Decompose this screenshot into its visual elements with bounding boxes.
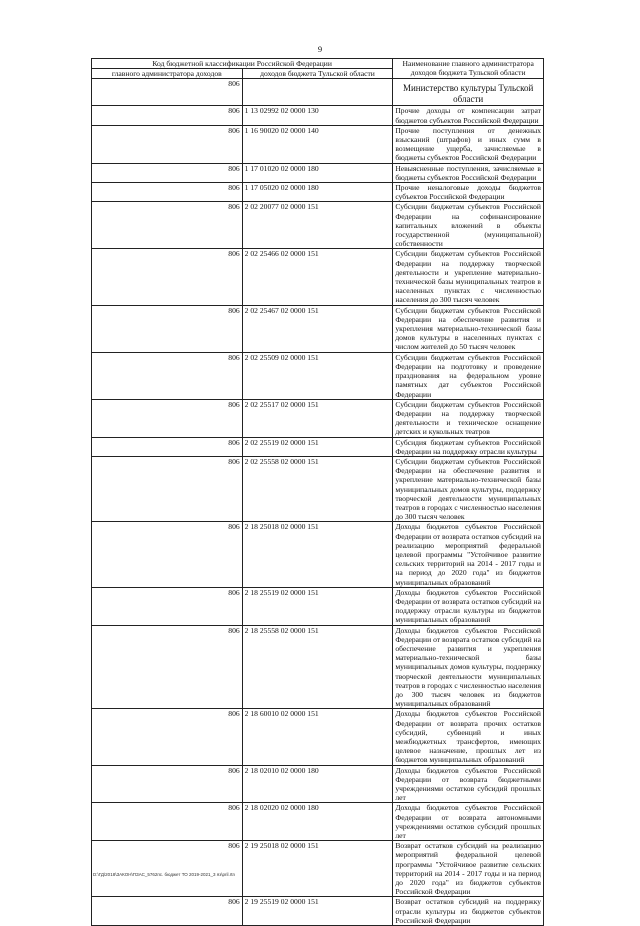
income-name-cell: Субсидии бюджетам субъектов Российской Федерации на подготовку и проведение празднования на федеральном уровне памятных дат субъектов Российской Федерации (393, 352, 544, 399)
income-name-cell: Возврат остатков субсидий на поддержку отрасли культуры из бюджетов субъектов Российской Федерации (393, 897, 544, 926)
income-name-cell: Прочие поступления от денежных взысканий (штрафов) и иных сумм в возмещение ущерба, зачисляемые в бюджеты субъектов Российской Федерации (393, 125, 544, 163)
table-row (92, 399, 544, 437)
income-code-cell: 2 18 25519 02 0000 151 (242, 587, 393, 625)
budget-classification-table (91, 58, 544, 926)
admin-code-cell: 806 (92, 183, 243, 202)
admin-code-cell: 806 (92, 522, 243, 587)
income-code-cell: 1 17 05020 02 0000 180 (242, 183, 393, 202)
income-name-cell: Субсидии бюджетам субъектов Российской Федерации на софинансирование капитальных вложений в объекты государственной (муниципальной) собственности (393, 202, 544, 249)
income-name-cell: Доходы бюджетов субъектов Российской Федерации от возврата остатков субсидий на обеспечение развития и укрепления материально-технической базы муниципальных домов культуры, поддержку творческой деятельности муниципальных театров в городах с численностью населения до 300 тысяч человек из бюджетов муниципальных образований (393, 625, 544, 709)
income-code-cell: 2 19 25519 02 0000 151 (242, 897, 393, 926)
income-code-cell: 2 02 25558 02 0000 151 (242, 456, 393, 521)
admin-code-cell: 806 (92, 163, 243, 182)
income-code-cell: 2 18 02020 02 0000 180 (242, 803, 393, 841)
table-row (92, 106, 544, 125)
table-row (92, 765, 544, 803)
code-group-header: Код бюджетной классификации Российской Федерации (92, 59, 393, 69)
table-row (92, 522, 544, 587)
income-name-cell: Возврат остатков субсидий на реализацию мероприятий федеральной целевой программы "Устойчивое развитие сельских территорий на 2014 - 2017 годы и на период до 2020 года" из бюджетов субъектов Российской Федерации (393, 841, 544, 897)
table-row (92, 202, 544, 249)
income-name-cell: Прочие неналоговые доходы бюджетов субъектов Российской Федерации (393, 183, 544, 202)
table-row (92, 163, 544, 182)
admin-code-cell: 806 (92, 399, 243, 437)
income-code-cell: 1 16 90020 02 0000 140 (242, 125, 393, 163)
admin-code-cell: 806 (92, 249, 243, 305)
table-header-row-1 (92, 59, 544, 69)
table-row (92, 625, 544, 709)
section-title: Министерство культуры Тульской области (393, 79, 544, 106)
admin-column-header: главного администратора доходов (92, 69, 243, 79)
table-row (92, 897, 544, 926)
admin-code-cell: 806 (92, 841, 243, 897)
income-code-cell: 2 02 25466 02 0000 151 (242, 249, 393, 305)
income-name-cell: Прочие доходы от компенсации затрат бюджетов субъектов Российской Федерации (393, 106, 544, 125)
income-name-cell: Доходы бюджетов субъектов Российской Федерации от возврата остатков субсидий на реализацию мероприятий федеральной целевой программы "Устойчивое развитие сельских территорий на 2014 - 2017 годы и на период до 2020 года" из бюджетов муниципальных образований (393, 522, 544, 587)
admin-code-cell: 806 (92, 456, 243, 521)
income-code-cell: 2 02 25509 02 0000 151 (242, 352, 393, 399)
income-code-cell: 2 18 02010 02 0000 180 (242, 765, 393, 803)
income-code-cell: 2 02 25519 02 0000 151 (242, 437, 393, 456)
income-name-cell: Доходы бюджетов субъектов Российской Федерации от возврата прочих остатков субсидий, субвенций и иных межбюджетных трансфертов, имеющих целевое назначение, прошлых лет из бюджетов муниципальных образований (393, 709, 544, 765)
table-row (92, 841, 544, 897)
table-row (92, 437, 544, 456)
table-row (92, 803, 544, 841)
income-code-cell: 1 17 01020 02 0000 180 (242, 163, 393, 182)
income-name-cell: Доходы бюджетов субъектов Российской Федерации от возврата остатков субсидий на поддержку отрасли культуры из бюджетов муниципальных образований (393, 587, 544, 625)
income-name-cell: Субсидии бюджетам субъектов Российской Федерации на поддержку творческой деятельности и техническое оснащение детских и кукольных театров (393, 399, 544, 437)
admin-code-cell: 806 (92, 765, 243, 803)
income-code-cell: 2 18 25018 02 0000 151 (242, 522, 393, 587)
table-row (92, 709, 544, 765)
table-row (92, 352, 544, 399)
page-number: 9 (317, 44, 323, 54)
income-name-cell: Доходы бюджетов субъектов Российской Федерации от возврата бюджетными учреждениями остатков субсидий прошлых лет (393, 765, 544, 803)
income-code-cell: 2 18 60010 02 0000 151 (242, 709, 393, 765)
admin-code-cell: 806 (92, 709, 243, 765)
admin-code-cell: 806 (92, 625, 243, 709)
admin-code-cell: 806 (92, 587, 243, 625)
admin-code-cell: 806 (92, 897, 243, 926)
income-code-cell: 2 18 25558 02 0000 151 (242, 625, 393, 709)
table-row (92, 183, 544, 202)
section-row (92, 79, 544, 106)
section-income-code (242, 79, 393, 106)
income-name-cell: Субсидии бюджетам субъектов Российской Федерации на обеспечение развития и укрепления материально-технической базы домов культуры в населенных пунктах с числом жителей до 50 тысяч человек (393, 305, 544, 352)
section-admin-code: 806 (92, 79, 243, 106)
table-row (92, 587, 544, 625)
income-code-cell: 2 19 25018 02 0000 151 (242, 841, 393, 897)
admin-code-cell: 806 (92, 305, 243, 352)
table-row (92, 249, 544, 305)
income-name-cell: Субсидии бюджетам субъектов Российской Федерации на поддержку творческой деятельности и укрепление материально-технической базы муниципальных театров в населенных пунктах с численностью населения до 300 тысяч человек (393, 249, 544, 305)
name-column-header: Наименование главного администратора доходов бюджета Тульской области (393, 59, 544, 79)
table-row (92, 125, 544, 163)
admin-code-cell: 806 (92, 437, 243, 456)
income-code-cell: 2 02 25467 02 0000 151 (242, 305, 393, 352)
income-name-cell: Субсидия бюджетам субъектов Российской Федерации на поддержку отрасли культуры (393, 437, 544, 456)
income-code-cell: 2 02 25517 02 0000 151 (242, 399, 393, 437)
table-row (92, 305, 544, 352)
income-name-cell: Доходы бюджетов субъектов Российской Федерации от возврата автономными учреждениями остатков субсидий прошлых лет (393, 803, 544, 841)
table-row (92, 456, 544, 521)
admin-code-cell: 806 (92, 125, 243, 163)
income-name-cell: Невыясненные поступления, зачисляемые в бюджеты субъектов Российской Федерации (393, 163, 544, 182)
admin-code-cell: 806 (92, 106, 243, 125)
income-column-header: доходов бюджета Тульской области (242, 69, 393, 79)
admin-code-cell: 806 (92, 352, 243, 399)
income-code-cell: 2 02 20077 02 0000 151 (242, 202, 393, 249)
income-name-cell: Субсидии бюджетам субъектов Российской Федерации на обеспечение развития и укрепление материально-технической базы муниципальных домов культуры, поддержку творческой деятельности муниципальных театров в городах с численностью населения до 300 тысяч человек (393, 456, 544, 521)
income-code-cell: 1 13 02992 02 0000 130 (242, 106, 393, 125)
file-path-footer: D:\ГД\2018\ЗАКОН\ПЗАС_5762пс. бюджет ТО 2019-2021_3 яз\pril.rtn (93, 872, 236, 877)
admin-code-cell: 806 (92, 803, 243, 841)
admin-code-cell: 806 (92, 202, 243, 249)
